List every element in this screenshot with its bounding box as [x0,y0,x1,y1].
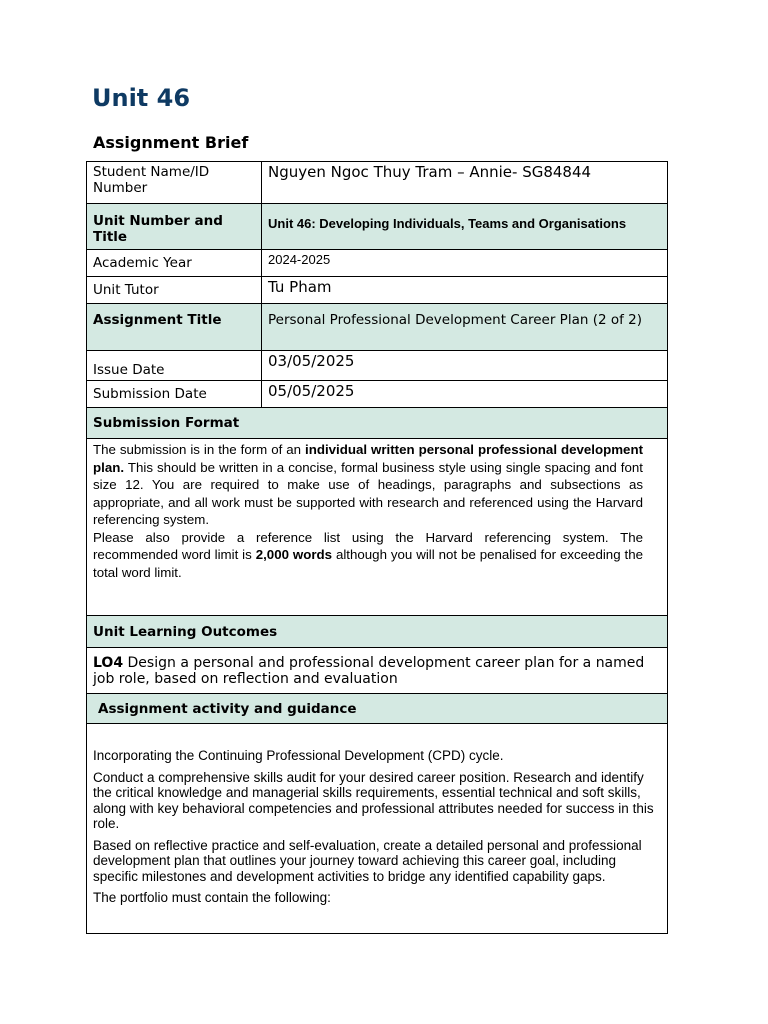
emphasis: individual written personal professional development plan. [93,442,643,475]
submission-format-heading: Submission Format [87,408,668,439]
submission-format-body [87,439,668,616]
word-limit: 2,000 words [255,547,333,562]
row-issue-date [87,351,668,381]
guidance-paragraph: The portfolio must contain the following: [93,890,331,905]
text: The submission is in the form of an [93,442,306,457]
lo-code: LO4 [93,655,124,671]
row-assignment-title [87,304,668,351]
label-student: Student Name/ID Number [87,162,262,204]
value-unit: Unit 46: Developing Individuals, Teams and Organisations [262,204,668,250]
guidance-heading: Assignment activity and guidance [87,694,668,724]
value-submission-date: 05/05/2025 [262,381,668,408]
learning-outcome-lo4 [87,648,668,694]
text: although you will not be penalised for exceeding the total word limit. [93,547,643,580]
value-tutor: Tu Pham [262,277,668,304]
row-tutor [87,277,668,304]
assignment-brief-heading: Assignment Brief [93,133,249,152]
label-unit: Unit Number and Title [87,204,262,250]
learning-outcomes-heading: Unit Learning Outcomes [87,616,668,648]
unit-title: Unit 46 [92,84,191,112]
value-year: 2024-2025 [262,250,668,277]
row-submission-date [87,381,668,408]
text: Please also provide a reference list using the Harvard referencing system. The recommended word limit is [93,529,643,562]
assignment-brief-table [86,161,668,934]
label-issue-date: Issue Date [87,351,262,381]
label-submission-date: Submission Date [87,381,262,408]
guidance-paragraph: Based on reflective practice and self-evaluation, create a detailed personal and professional development plan that outlines your journey toward achieving this career goal, including specific milestones and development activities to bridge any identified capability gaps. [93,837,642,884]
label-year: Academic Year [87,250,262,277]
label-assignment-title: Assignment Title [87,304,262,351]
row-year [87,250,668,277]
guidance-paragraph: Conduct a comprehensive skills audit for your desired career position. Research and identify the critical knowledge and managerial skills requirements, essential technical and soft skills, along with key behavioral competencies and professional attributes needed for success in this role. [93,769,654,831]
row-unit [87,204,668,250]
row-student [87,162,668,204]
guidance-paragraph: Incorporating the Continuing Professional Development (CPD) cycle. [93,748,504,763]
lo-text: Design a personal and professional development career plan for a named job role, based on reflection and evaluation [93,655,645,687]
value-student: Nguyen Ngoc Thuy Tram – Annie- SG84844 [262,162,668,204]
value-issue-date: 03/05/2025 [262,351,668,381]
value-assignment-title: Personal Professional Development Career Plan (2 of 2) [262,304,668,351]
guidance-body [87,724,668,934]
label-tutor: Unit Tutor [87,277,262,304]
text: This should be written in a concise, formal business style using single spacing and font size 12. You are required to make use of headings, paragraphs and subsections as appropriate, and all work must be supported with research and referenced using the Harvard referencing system. [93,459,643,527]
